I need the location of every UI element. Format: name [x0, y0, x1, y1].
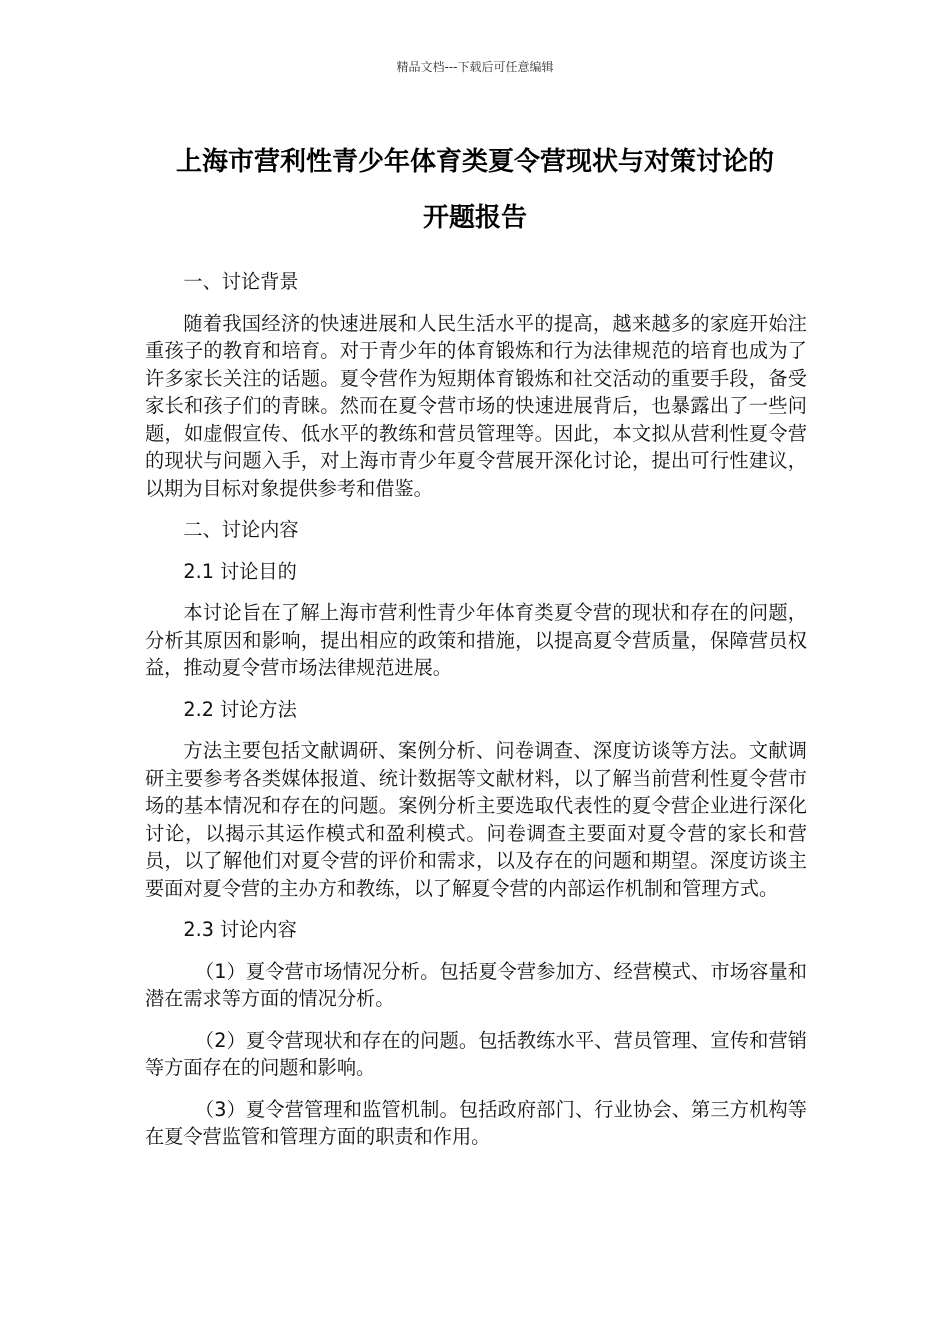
paragraph-purpose: 本讨论旨在了解上海市营利性青少年体育类夏令营的现状和存在的问题，分析其原因和影响，提出相应的政策和措施，以提高夏令营质量，保障营员权益，推动夏令营市场法律规范进展。 [145, 601, 807, 679]
section-heading-background: 一、讨论背景 [183, 270, 299, 293]
subsection-heading-purpose: 2.1 讨论目的 [183, 559, 297, 583]
list-item: （3）夏令营管理和监管机制。包括政府部门、行业协会、第三方机构等在夏令营监管和管理方面的职责和作用。 [145, 1097, 807, 1148]
title-line-1: 上海市营利性青少年体育类夏令营现状与对策讨论的 [175, 147, 774, 177]
paragraph-background: 随着我国经济的快速进展和人民生活水平的提高，越来越多的家庭开始注重孩子的教育和培育。对于青少年的体育锻炼和行为法律规范的培育也成为了许多家长关注的话题。夏令营作为短期体育锻炼和社交活动的重要手段，备受家长和孩子们的青睐。然而在夏令营市场的快速进展背后，也暴露出了一些问题，如虚假宣传、低水平的教练和营员管理等。因此，本文拟从营利性夏令营的现状与问题入手，对上海市青少年夏令营展开深化讨论，提出可行性建议，以期为目标对象提供参考和借鉴。 [145, 311, 807, 500]
section-heading-content: 二、讨论内容 [183, 518, 299, 541]
list-item: （2）夏令营现状和存在的问题。包括教练水平、营员管理、宣传和营销等方面存在的问题和影响。 [145, 1028, 807, 1079]
subsection-heading-details: 2.3 讨论内容 [183, 918, 297, 941]
paragraph-method: 方法主要包括文献调研、案例分析、问卷调查、深度访谈等方法。文献调研主要参考各类媒体报道、统计数据等文献材料，以了解当前营利性夏令营市场的基本情况和存在的问题。案例分析主要选取代表性的夏令营企业进行深化讨论，以揭示其运作模式和盈利模式。问卷调查主要面对夏令营的家长和营员，以了解他们对夏令营的评价和需求，以及存在的问题和期望。深度访谈主要面对夏令营的主办方和教练，以了解夏令营的内部运作机制和管理方式。 [145, 739, 807, 900]
document-body [145, 268, 807, 1151]
list-item: （1）夏令营市场情况分析。包括夏令营参加方、经营模式、市场容量和潜在需求等方面的情况分析。 [145, 959, 807, 1010]
subsection-heading-method: 2.2 讨论方法 [183, 697, 297, 721]
title-line-2: 开题报告 [422, 203, 527, 233]
header-note: 精品文档---下载后可任意编辑 [396, 60, 554, 74]
document-title [120, 134, 830, 246]
